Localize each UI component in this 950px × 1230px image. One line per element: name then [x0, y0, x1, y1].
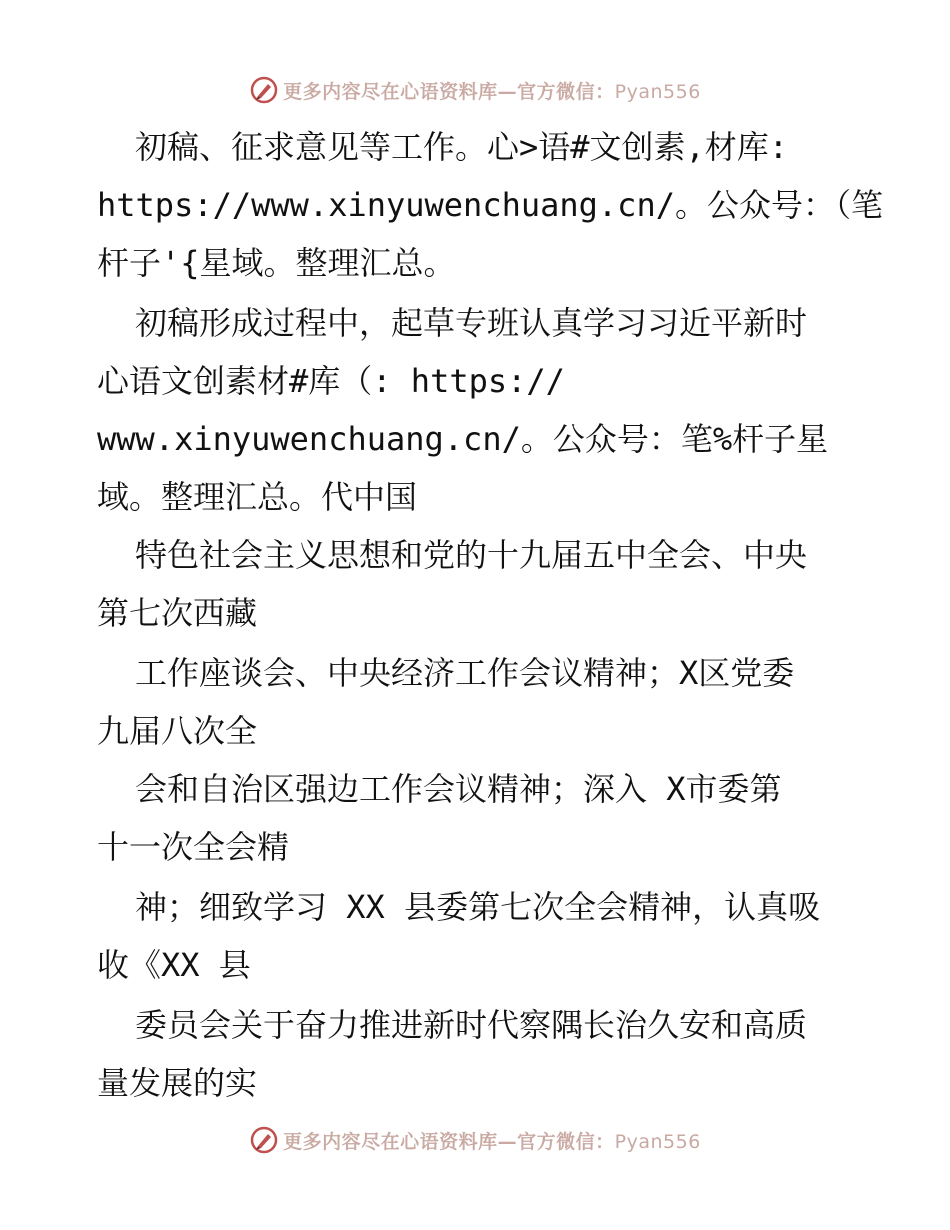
- footer-banner-text: 更多内容尽在心语资料库—官方微信：Pyan556: [283, 1130, 701, 1153]
- text-line: 九届八次全: [97, 712, 258, 750]
- text-line: 会和自治区强边工作会议精神；深入 X市委第: [135, 770, 782, 808]
- text-line: https://www.xinyuwenchuang.cn/。公众号：（笔: [97, 186, 883, 224]
- text-line: 第七次西藏: [97, 594, 258, 632]
- text-line: 神；细致学习 XX 县委第七次全会精神，认真吸: [135, 888, 821, 926]
- pen-logo-icon: [249, 75, 279, 105]
- pen-logo-icon: [249, 1125, 279, 1155]
- text-line: 工作座谈会、中央经济工作会议精神；X区党委: [135, 654, 795, 692]
- text-line: 收《XX 县: [97, 946, 251, 984]
- text-line: www.xinyuwenchuang.cn/。公众号：笔%杆子星: [97, 420, 829, 458]
- text-line: 量发展的实: [97, 1064, 258, 1102]
- footer-banner: [0, 1120, 950, 1160]
- text-line: 初稿形成过程中，起草专班认真学习习近平新时: [135, 304, 808, 342]
- header-banner-text: 更多内容尽在心语资料库—官方微信：Pyan556: [283, 80, 701, 103]
- footer-contact: Pyan556: [614, 1130, 701, 1153]
- text-line: 杆子'{星域。整理汇总。: [97, 244, 456, 282]
- text-line: 十一次全会精: [97, 828, 290, 866]
- header-banner: [0, 70, 950, 110]
- text-line: 委员会关于奋力推进新时代察隅长治久安和高质: [135, 1006, 808, 1044]
- text-line: 初稿、征求意见等工作。心>语#文创素,材库:: [135, 128, 789, 166]
- header-contact: Pyan556: [614, 80, 701, 103]
- text-line: 心语文创素材#库（: https://: [97, 362, 565, 400]
- text-line: 域。整理汇总。代中国: [97, 478, 418, 516]
- text-line: 特色社会主义思想和党的十九届五中全会、中央: [135, 536, 808, 574]
